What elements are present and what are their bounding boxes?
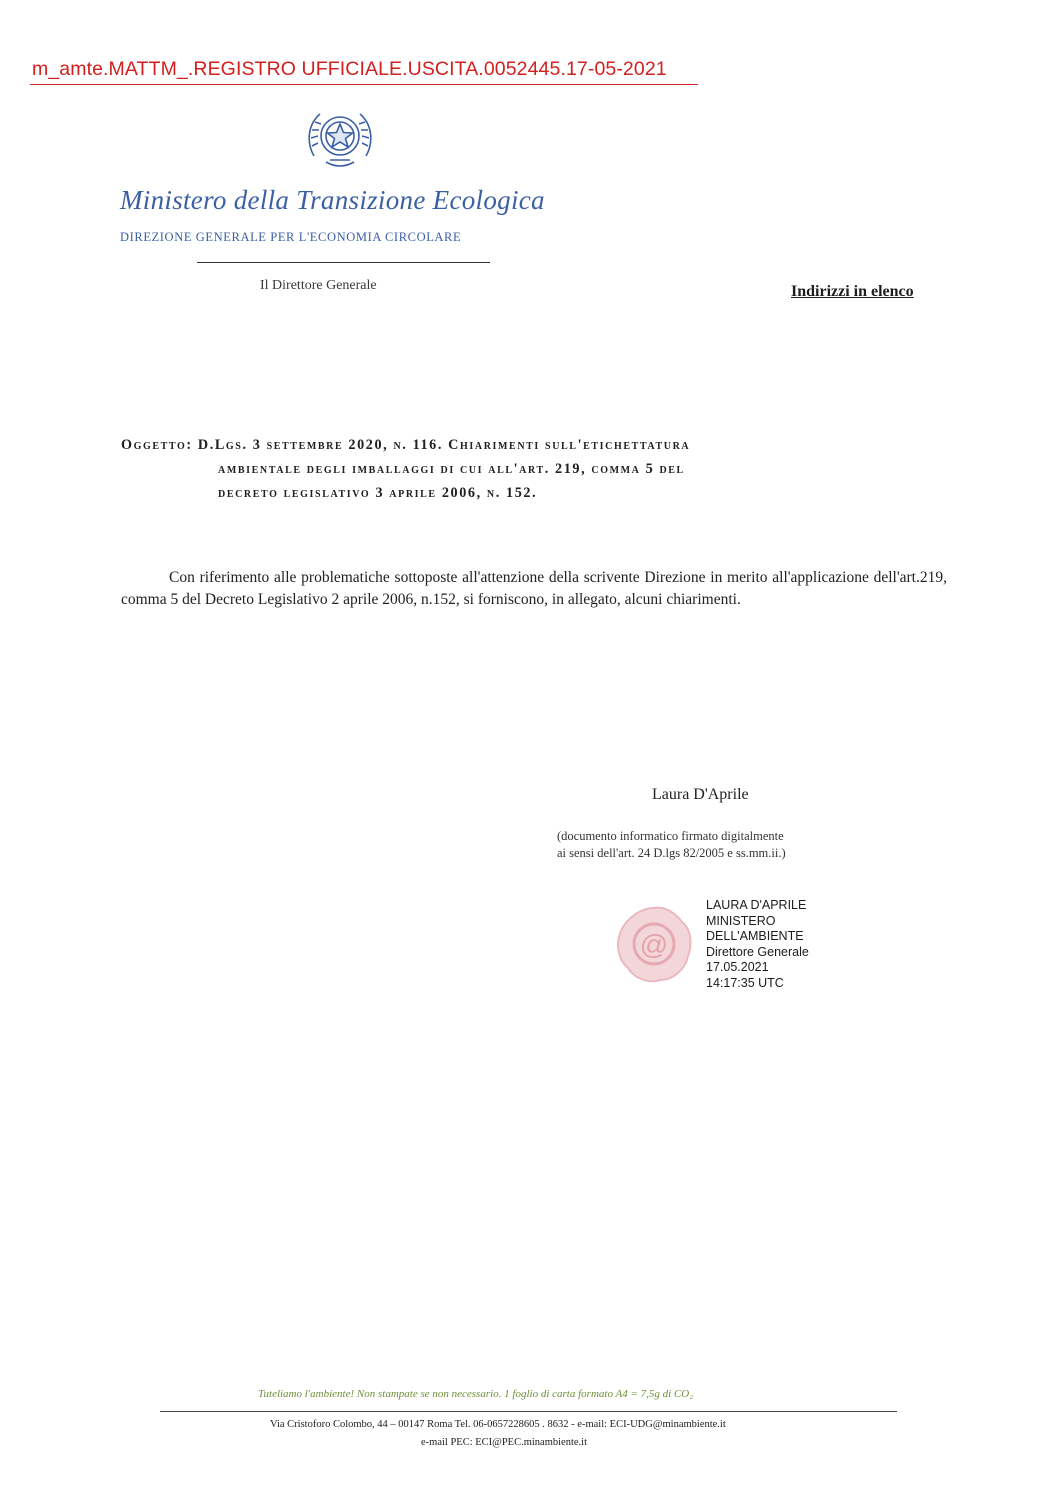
italian-republic-emblem-icon [300,98,380,178]
signature-block-line: LAURA D'APRILE [706,898,807,912]
signature-block-line: DELL'AMBIENTE [706,929,804,943]
signature-block-line: 17.05.2021 [706,960,769,974]
protocol-underline [30,84,698,85]
footer-divider [160,1411,897,1412]
ministry-name: Ministero della Transizione Ecologica [120,185,545,215]
header-divider [197,262,490,263]
subject-line-3: decreto legislativo 3 aprile 2006, n. 152. [218,485,538,501]
svg-text:@: @ [639,929,669,960]
digital-signature-seal-icon [612,902,696,986]
footer-address: Via Cristoforo Colombo, 44 – 00147 Roma Tel. 06-0657228605 . 8632 - e-mail: ECI-UDG@minambiente.it [270,1419,726,1430]
signature-block-line: 14:17:35 UTC [706,975,784,990]
recipients-label: Indirizzi in elenco [791,283,914,300]
protocol-number: m_amte.MATTM_.REGISTRO UFFICIALE.USCITA.0052445.17-05-2021 [32,58,667,80]
director-title: Il Direttore Generale [260,278,377,293]
signature-block-line: Direttore Generale [706,944,809,959]
subject-line-2: ambientale degli imballaggi di cui all'art. 219, comma 5 del [218,461,685,477]
signature-block-line: MINISTERO [706,913,776,928]
subject-line-1: Oggetto: D.Lgs. 3 settembre 2020, n. 116. Chiarimenti sull'etichettatura [121,437,691,453]
digital-signature-block [706,898,809,991]
signature-note-line-2: ai sensi dell'art. 24 D.lgs 82/2005 e ss.mm.ii.) [557,846,786,860]
footer-eco-note: Tuteliamo l'ambiente! Non stampate se non necessario. 1 foglio di carta formato A4 = 7,5g di CO₂ [258,1388,694,1400]
footer-pec: e-mail PEC: ECI@PEC.minambiente.it [421,1437,587,1448]
signer-name: Laura D'Aprile [652,786,749,803]
general-direction: DIREZIONE GENERALE PER L'ECONOMIA CIRCOLARE [120,230,462,244]
body-paragraph: Con riferimento alle problematiche sottoposte all'attenzione della scrivente Direzione in merito all'applicazione dell'art.219, comma 5 del Decreto Legislativo 2 aprile 2006, n.152, si forniscono, in allegato, alcuni chiarimenti. [121,569,947,608]
signature-note-line-1: (documento informatico firmato digitalmente [557,829,784,843]
